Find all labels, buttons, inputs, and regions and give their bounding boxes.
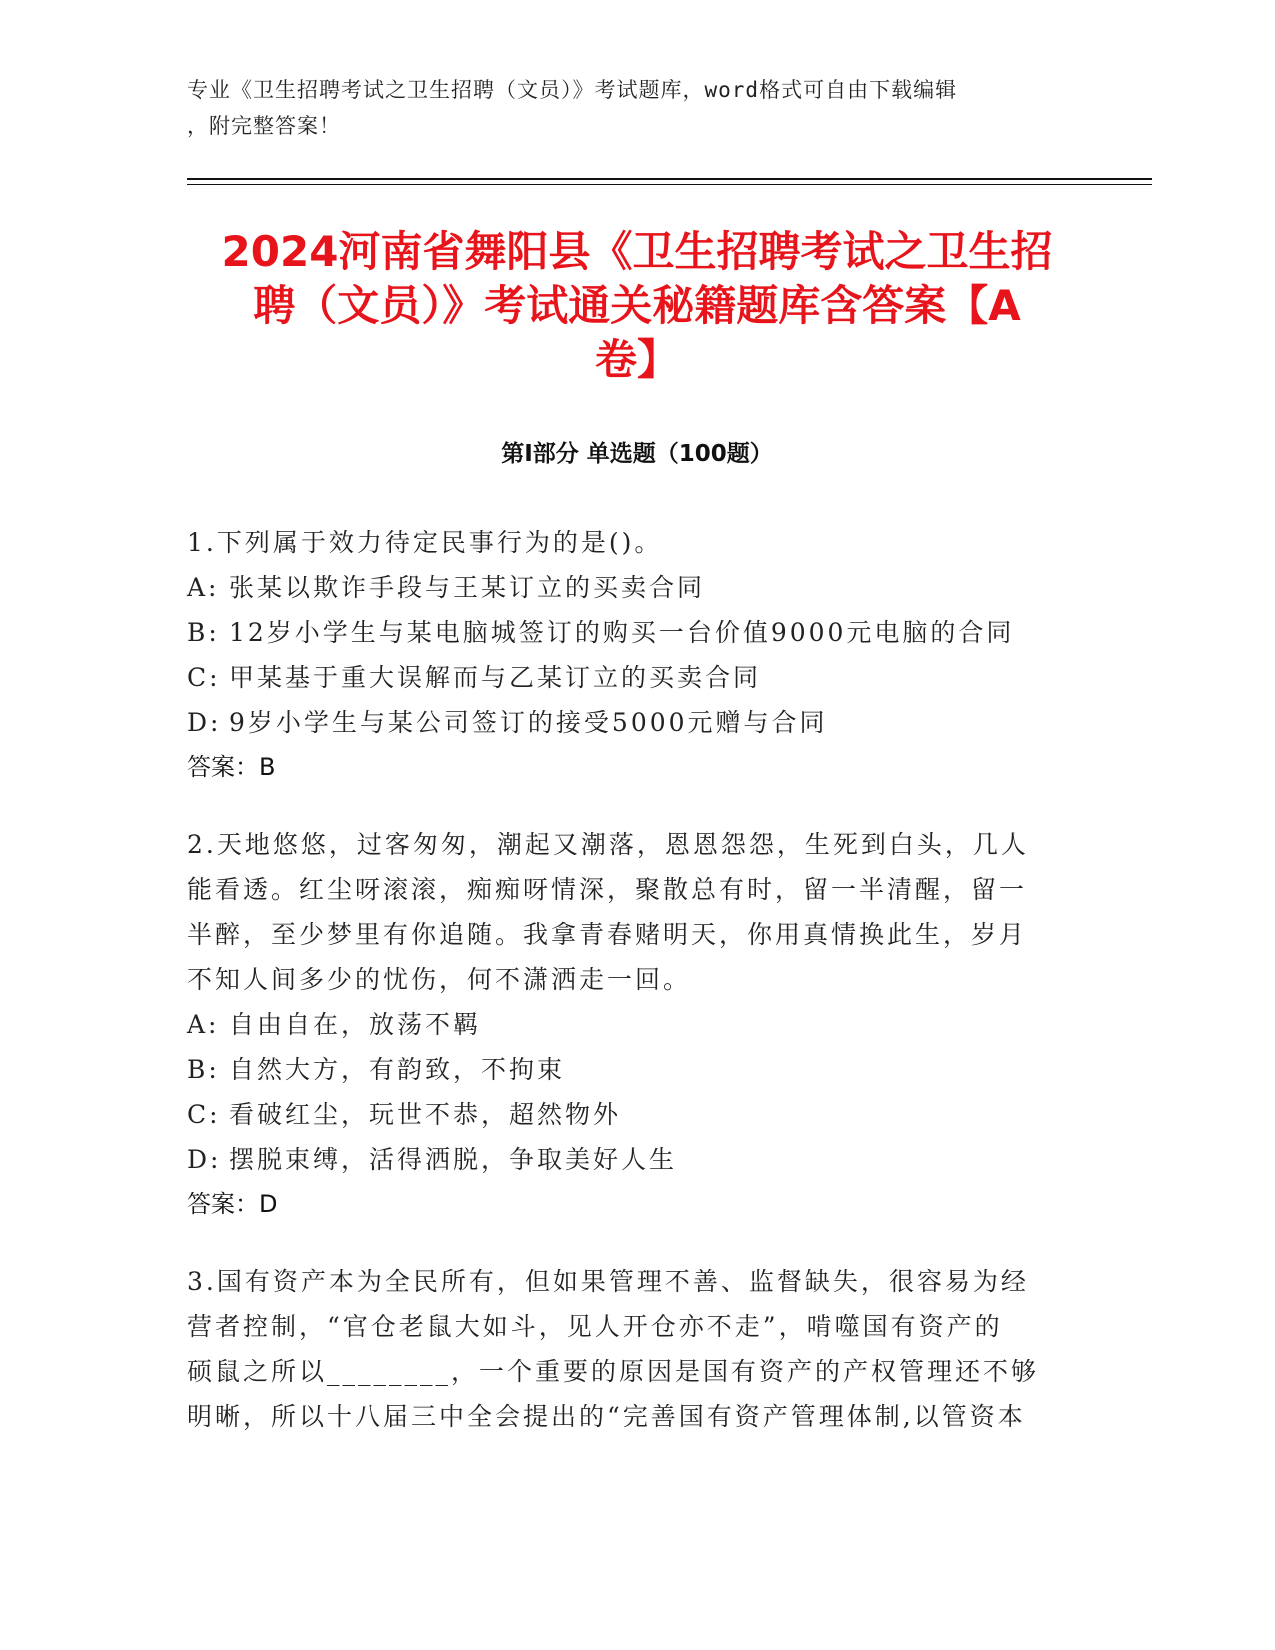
option-key: D: xyxy=(187,1145,222,1174)
question-list xyxy=(187,520,1067,1471)
question-stem-line: 明晰，所以十八届三中全会提出的“完善国有资产管理体制,以管资本 xyxy=(187,1402,1026,1431)
option-text: 12岁小学生与某电脑城签订的购买一台价值9000元电脑的合同 xyxy=(229,618,1015,647)
option-a xyxy=(187,1002,1067,1047)
question-stem-line: 半醉，至少梦里有你追随。我拿青春赌明天，你用真情换此生，岁月 xyxy=(187,920,1028,949)
question-3 xyxy=(187,1259,1067,1439)
answer: 答案：B xyxy=(187,753,276,781)
header-note-line: ，附完整答案！ xyxy=(187,114,341,138)
answer: 答案：D xyxy=(187,1190,278,1218)
option-text: 张某以欺诈手段与王某订立的买卖合同 xyxy=(229,573,706,602)
option-key: D: xyxy=(187,708,222,737)
question-2 xyxy=(187,822,1067,1227)
option-text: 甲某基于重大误解而与乙某订立的买卖合同 xyxy=(229,663,762,692)
header-divider-thin xyxy=(187,184,1152,185)
option-c xyxy=(187,1092,1067,1137)
option-b xyxy=(187,1047,1067,1092)
document-title-line: 2024河南省舞阳县《卫生招聘考试之卫生招 xyxy=(221,227,1053,276)
document-title-line: 聘（文员）》考试通关秘籍题库含答案【A xyxy=(253,281,1021,330)
option-key: C: xyxy=(187,663,221,692)
question-1 xyxy=(187,520,1067,790)
option-b xyxy=(187,610,1067,655)
question-stem xyxy=(187,822,1067,1002)
question-stem-line: 3.国有资产本为全民所有，但如果管理不善、监督缺失，很容易为经 xyxy=(187,1267,1029,1296)
question-stem-line: 不知人间多少的忧伤，何不潇洒走一回。 xyxy=(187,965,692,994)
question-stem-line: 2.天地悠悠，过客匆匆，潮起又潮落，恩恩怨怨，生死到白头，几人 xyxy=(187,830,1029,859)
option-text: 看破红尘，玩世不恭，超然物外 xyxy=(229,1100,622,1129)
header-note xyxy=(187,72,1067,144)
question-stem-line: 能看透。红尘呀滚滚，痴痴呀情深，聚散总有时，留一半清醒，留一 xyxy=(187,875,1028,904)
option-key: A: xyxy=(187,1010,220,1039)
option-d xyxy=(187,1137,1067,1182)
option-d xyxy=(187,700,1067,745)
header-note-line: 专业《卫生招聘考试之卫生招聘（文员）》考试题库，word格式可自由下载编辑 xyxy=(187,78,958,102)
question-stem-line: 营者控制，“官仓老鼠大如斗，见人开仓亦不走”，啃噬国有资产的 xyxy=(187,1312,1003,1341)
option-key: B: xyxy=(187,1055,220,1084)
question-stem-line: 1.下列属于效力待定民事行为的是()。 xyxy=(187,528,663,557)
document-title-line: 卷】 xyxy=(594,335,679,384)
document-title xyxy=(187,225,1087,387)
option-text: 摆脱束缚，活得洒脱，争取美好人生 xyxy=(229,1145,678,1174)
option-a xyxy=(187,565,1067,610)
option-c xyxy=(187,655,1067,700)
option-text: 9岁小学生与某公司签订的接受5000元赠与合同 xyxy=(229,708,828,737)
option-text: 自然大方，有韵致，不拘束 xyxy=(229,1055,566,1084)
header-divider-thick xyxy=(187,178,1152,180)
option-key: B: xyxy=(187,618,220,647)
question-stem xyxy=(187,1259,1067,1439)
question-stem xyxy=(187,520,1067,565)
option-key: A: xyxy=(187,573,220,602)
question-stem-line: 硕鼠之所以________，一个重要的原因是国有资产的产权管理还不够 xyxy=(187,1357,1040,1386)
option-text: 自由自在，放荡不羁 xyxy=(229,1010,482,1039)
option-key: C: xyxy=(187,1100,221,1129)
section-heading: 第Ⅰ部分 单选题（100题） xyxy=(501,441,773,467)
